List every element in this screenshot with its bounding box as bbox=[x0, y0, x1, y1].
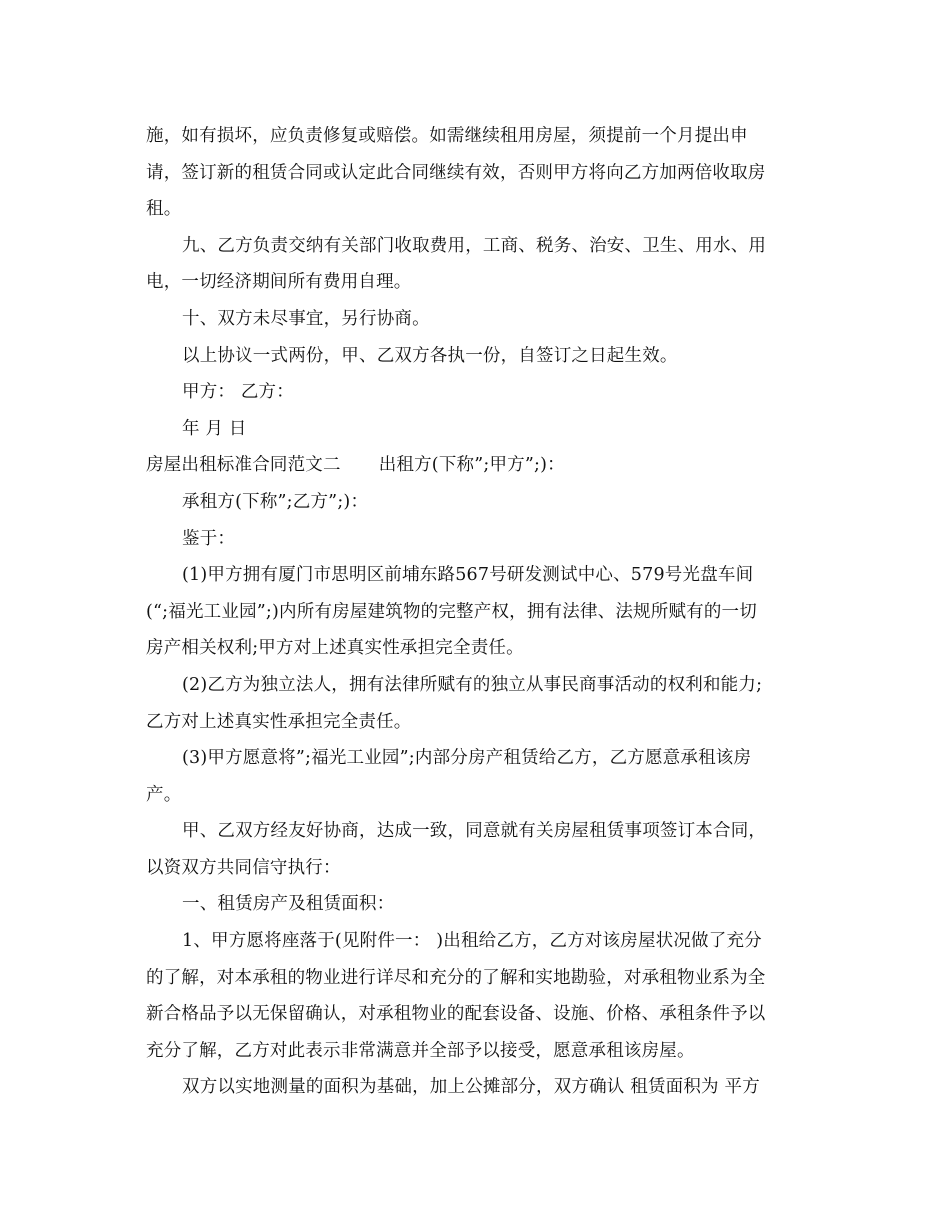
document-body bbox=[146, 118, 806, 1106]
text-line-1: 施，如有损坏，应负责修复或赔偿。如需继续租用房屋，须提前一个月提出申 bbox=[146, 126, 748, 146]
lessee-label: 承租方(下称”;乙方”;)： bbox=[182, 491, 369, 512]
text-line-2: 请，签订新的租赁合同或认定此合同继续有效，否则甲方将向乙方加两倍收取房 bbox=[146, 162, 766, 183]
recital-one-line-2: (“;福光工业园”;)内所有房屋建筑物的完整产权，拥有法律、法规所赋有的一切 bbox=[146, 601, 757, 622]
signature-parties-line: 甲方： 乙方： bbox=[182, 382, 294, 403]
signature-date-line: 年 月 日 bbox=[182, 418, 247, 439]
recital-two-line-2: 乙方对上述真实性承担完全责任。 bbox=[146, 711, 412, 732]
contract-two-heading-line bbox=[146, 447, 806, 484]
agreement-effective-line: 以上协议一式两份，甲、乙双方各执一份，自签订之日起生效。 bbox=[182, 345, 678, 366]
contract-two-title: 房屋出租标准合同范文二 bbox=[146, 455, 341, 476]
item-one-line-4: 充分了解，乙方对此表示非常满意并全部予以接受，愿意承租该房屋。 bbox=[146, 1040, 695, 1061]
clause-nine-line-1: 九、乙方负责交纳有关部门收取费用，工商、税务、治安、卫生、用水、用 bbox=[182, 235, 767, 256]
item-one-line-1: 1、甲方愿将座落于(见附件一： )出租给乙方，乙方对该房屋状况做了充分 bbox=[182, 931, 762, 952]
agreement-intro-line-1: 甲、乙双方经友好协商，达成一致，同意就有关房屋租赁事项签订本合同， bbox=[182, 821, 767, 842]
lessor-label: 出租方(下称”;甲方”;)： bbox=[378, 455, 565, 476]
agreement-intro-line-2: 以资双方共同信守执行： bbox=[146, 857, 341, 878]
recital-one-line-3: 房产相关权利;甲方对上述真实性承担完全责任。 bbox=[146, 638, 524, 659]
recital-three-line-2: 产。 bbox=[146, 784, 182, 805]
text-line-3: 租。 bbox=[146, 199, 182, 220]
clause-ten: 十、双方未尽事宜，另行协商。 bbox=[182, 308, 430, 329]
item-one-line-3: 新合格品予以无保留确认，对承租物业的配套设备、设施、价格、承租条件予以 bbox=[146, 1004, 766, 1025]
recital-three-line-1: (3)甲方愿意将”;福光工业园”;内部分房产租赁给乙方，乙方愿意承租该房 bbox=[182, 748, 752, 769]
recital-one-line-1: (1)甲方拥有厦门市思明区前埔东路567号研发测试中心、579号光盘车间 bbox=[182, 565, 754, 586]
clause-nine-line-2: 电，一切经济期间所有费用自理。 bbox=[146, 272, 412, 293]
area-confirmation-line: 双方以实地测量的面积为基础，加上公摊部分，双方确认 租赁面积为 平方 bbox=[182, 1077, 760, 1098]
section-one-heading: 一、租赁房产及租赁面积： bbox=[182, 894, 395, 915]
recital-two-line-1: (2)乙方为独立法人，拥有法律所赋有的独立从事民商事活动的权利和能力; bbox=[182, 674, 763, 695]
whereas-label: 鉴于： bbox=[182, 528, 236, 549]
item-one-line-2: 的了解，对本承租的物业进行详尽和充分的了解和实地勘验，对承租物业系为全 bbox=[146, 967, 766, 988]
